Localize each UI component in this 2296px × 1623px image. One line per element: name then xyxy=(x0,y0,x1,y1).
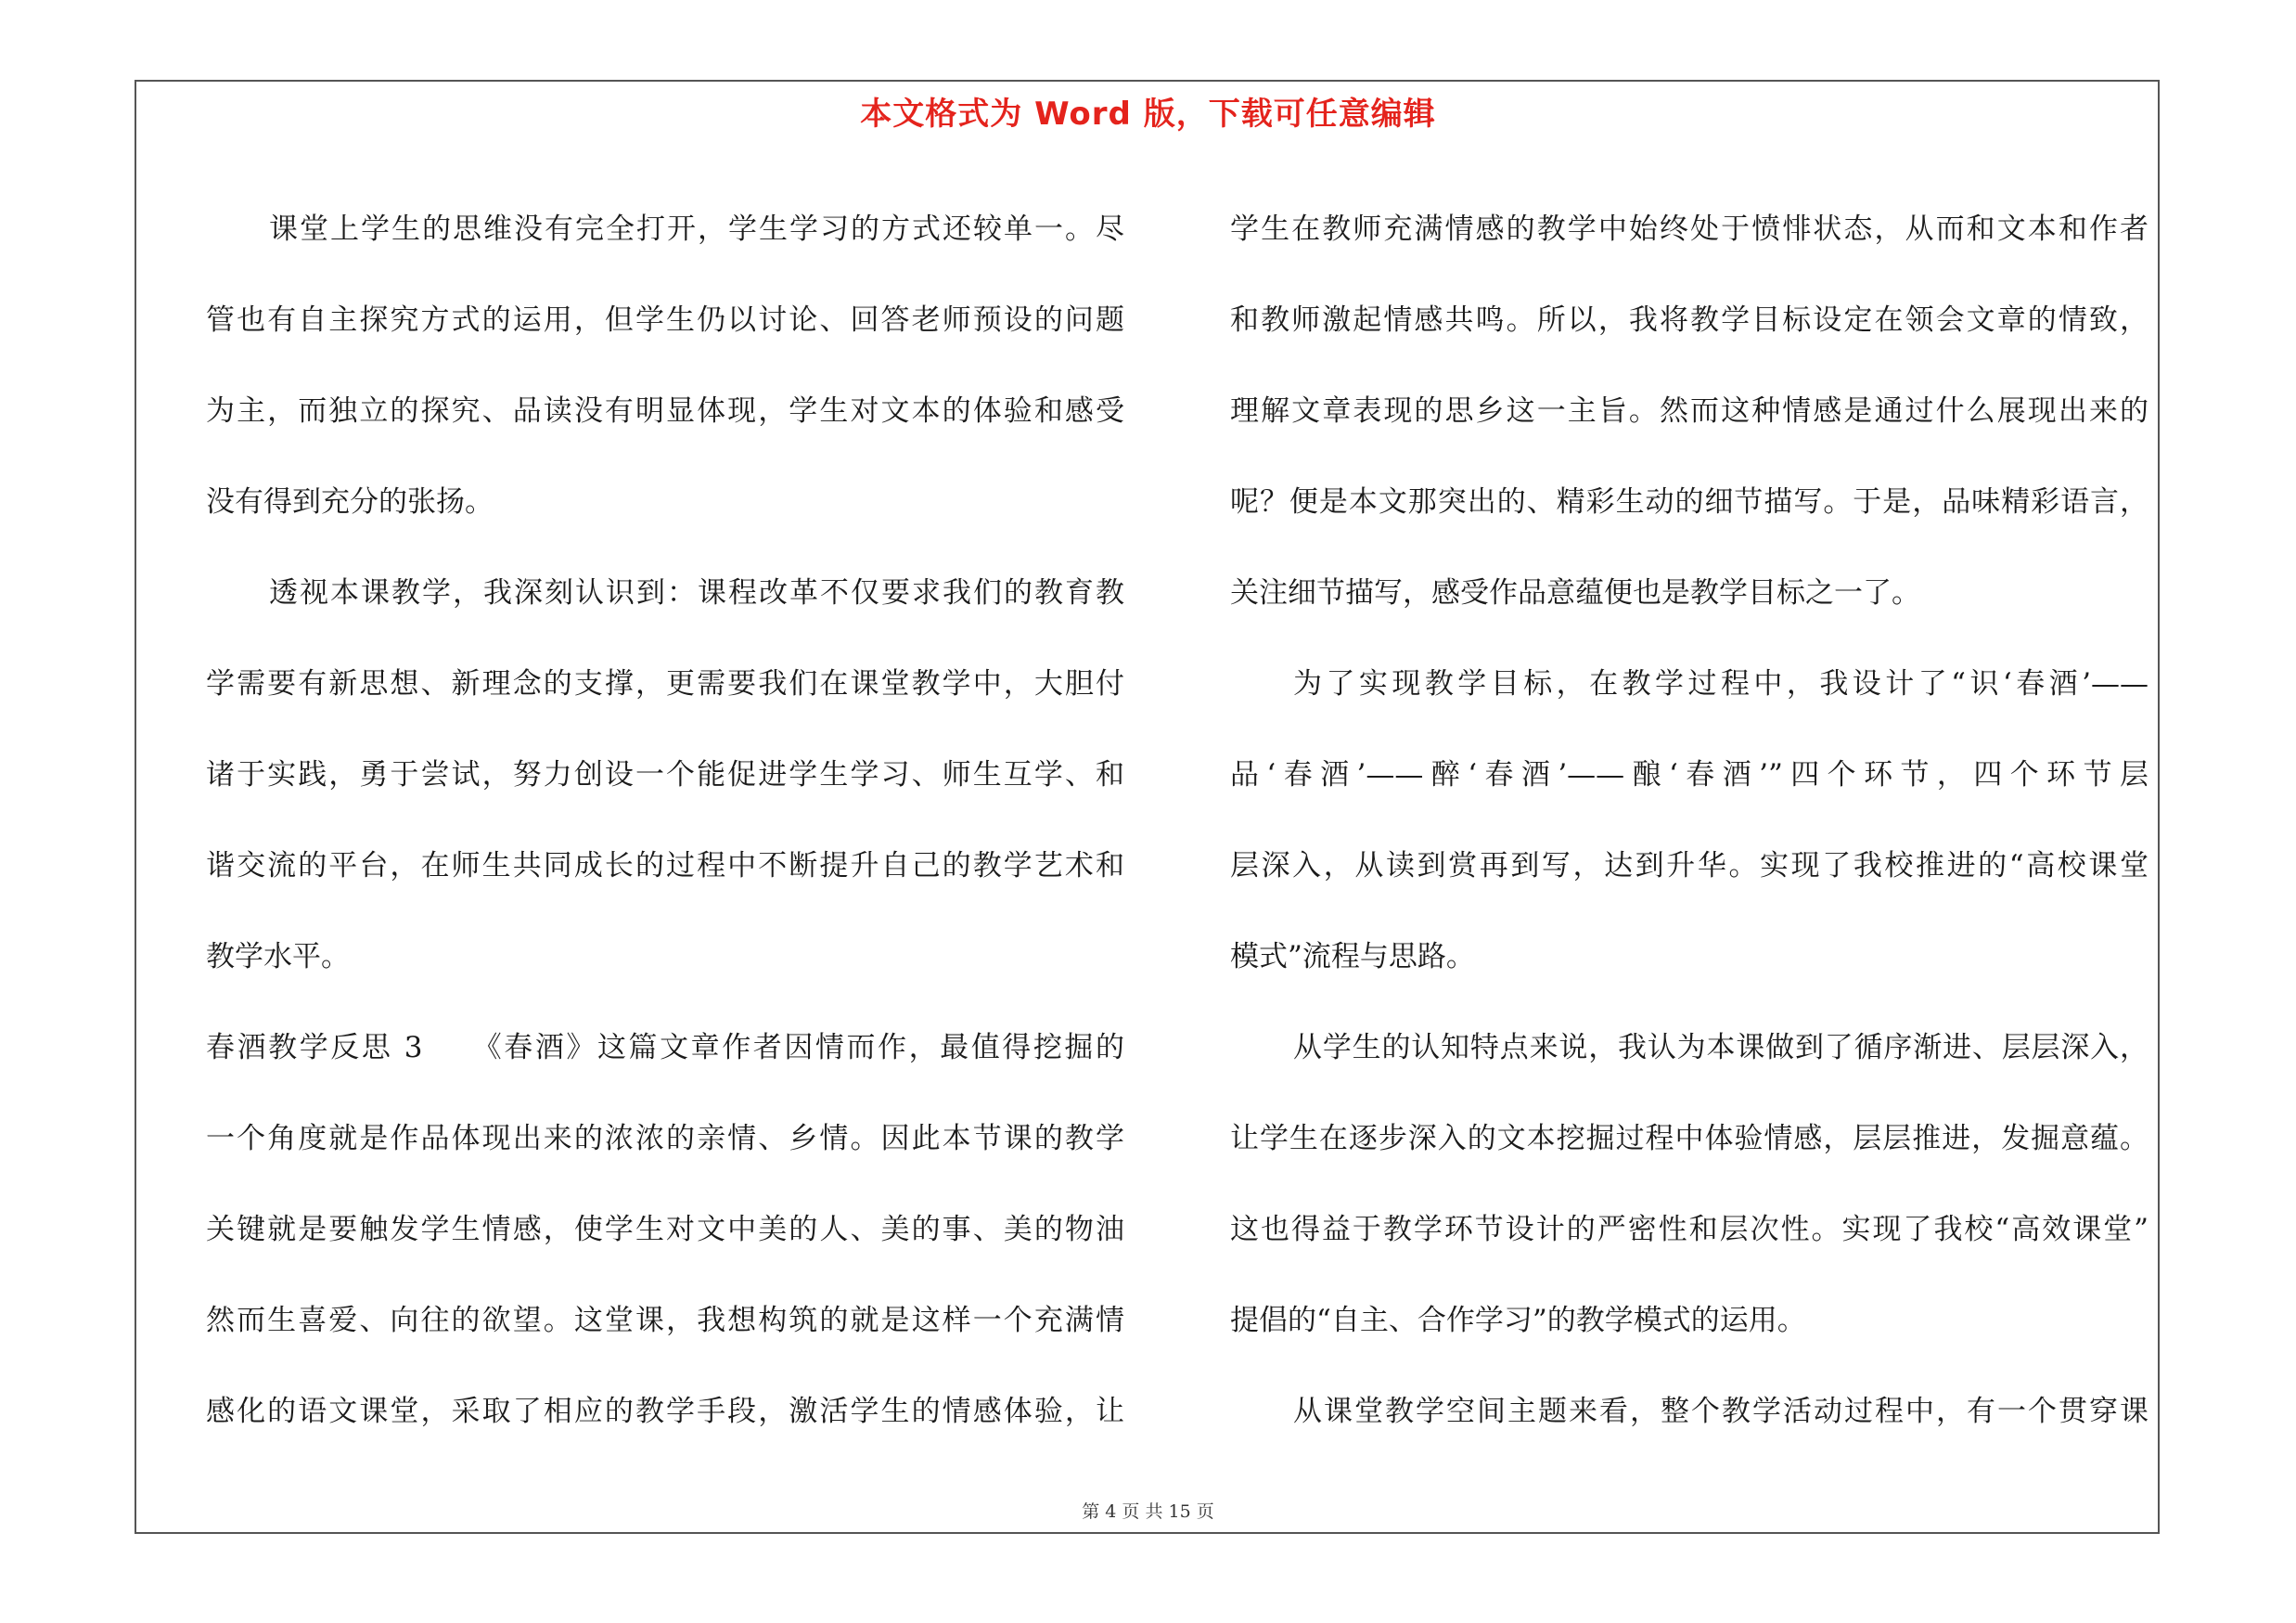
text-line: 没有得到充分的张扬。 xyxy=(206,485,494,519)
text-line: 品‘春酒’——醉‘春酒’——酿‘春酒’”四个环节，四个环节层 xyxy=(1230,758,2148,792)
text-line: 呢？便是本文那突出的、精彩生动的细节描写。于是，品味精彩语言， xyxy=(1230,485,2148,519)
text-line: 教学水平。 xyxy=(206,940,350,973)
text-line: 和教师激起情感共鸣。所以，我将教学目标设定在领会文章的情致， xyxy=(1230,303,2148,337)
text-line: 一个角度就是作品体现出来的浓浓的亲情、乡情。因此本节课的教学 xyxy=(206,1122,1124,1155)
text-line: 理解文章表现的思乡这一主旨。然而这种情感是通过什么展现出来的 xyxy=(1230,394,2148,428)
page-number-footer: 第 4 页 共 15 页 xyxy=(1082,1501,1214,1522)
text-line: 谐交流的平台，在师生共同成长的过程中不断提升自己的教学艺术和 xyxy=(206,849,1124,882)
text-line: 为了实现教学目标，在教学过程中，我设计了“识‘春酒’—— xyxy=(1293,667,2148,701)
format-banner: 本文格式为 Word 版，下载可任意编辑 xyxy=(860,96,1436,133)
text-line: 层深入，从读到赏再到写，达到升华。实现了我校推进的“高校课堂 xyxy=(1230,849,2148,882)
text-line: 然而生喜爱、向往的欲望。这堂课，我想构筑的就是这样一个充满情 xyxy=(206,1304,1124,1337)
text-line: 学生在教师充满情感的教学中始终处于愤悱状态，从而和文本和作者 xyxy=(1230,213,2148,246)
text-line: 课堂上学生的思维没有完全打开，学生学习的方式还较单一。尽 xyxy=(269,213,1124,246)
section-heading-line: 春酒教学反思 3 《春酒》这篇文章作者因情而作，最值得挖掘的 xyxy=(206,1031,1124,1064)
text-line: 关键就是要触发学生情感，使学生对文中美的人、美的事、美的物油 xyxy=(206,1213,1124,1246)
text-line: 模式”流程与思路。 xyxy=(1230,940,1475,973)
right-text-column xyxy=(1230,184,2148,1457)
text-line: 学需要有新思想、新理念的支撑，更需要我们在课堂教学中，大胆付 xyxy=(206,667,1124,701)
text-line: 这也得益于教学环节设计的严密性和层次性。实现了我校“高效课堂” xyxy=(1230,1213,2148,1246)
text-line: 为主，而独立的探究、品读没有明显体现，学生对文本的体验和感受 xyxy=(206,394,1124,428)
text-line: 透视本课教学，我深刻认识到：课程改革不仅要求我们的教育教 xyxy=(269,576,1124,610)
text-line: 诸于实践，勇于尝试，努力创设一个能促进学生学习、师生互学、和 xyxy=(206,758,1124,792)
text-line: 管也有自主探究方式的运用，但学生仍以讨论、回答老师预设的问题 xyxy=(206,303,1124,337)
text-line: 从课堂教学空间主题来看，整个教学活动过程中，有一个贯穿课 xyxy=(1293,1395,2148,1428)
text-line: 关注细节描写，感受作品意蕴便也是教学目标之一了。 xyxy=(1230,576,1920,610)
text-line: 让学生在逐步深入的文本挖掘过程中体验情感，层层推进，发掘意蕴。 xyxy=(1230,1122,2148,1155)
text-line: 提倡的“自主、合作学习”的教学模式的运用。 xyxy=(1230,1304,1806,1337)
left-text-column xyxy=(206,184,1124,1457)
text-line: 从学生的认知特点来说，我认为本课做到了循序渐进、层层深入， xyxy=(1293,1031,2148,1064)
text-line: 感化的语文课堂，采取了相应的教学手段，激活学生的情感体验，让 xyxy=(206,1395,1124,1428)
